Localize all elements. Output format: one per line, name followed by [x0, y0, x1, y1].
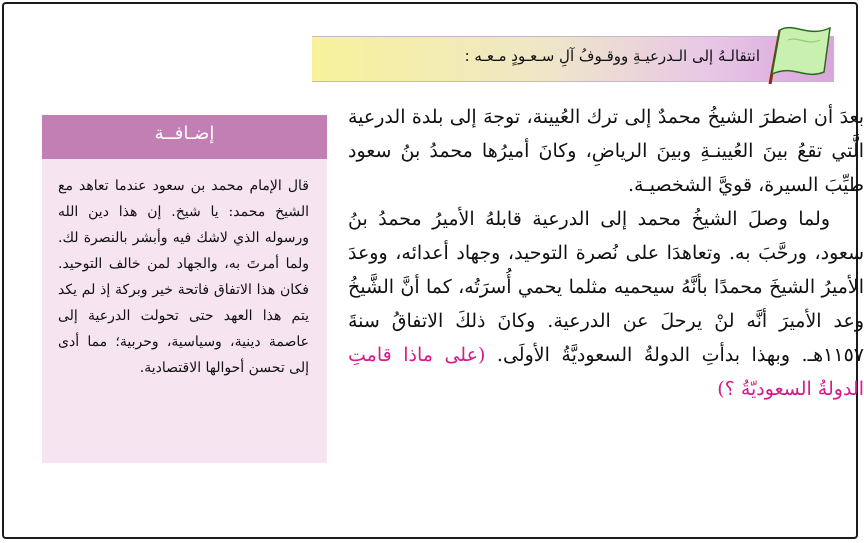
section-title: انتقالـهُ إلى الـدرعيـةِ ووقـوفُ آلِ سـعـودٍ مـعـه : [464, 47, 760, 65]
section-header-bar [312, 36, 834, 82]
page-frame [2, 2, 864, 539]
review-question: (على ماذا قامتِ الدولةُ السعوديّةُ ؟) [348, 344, 864, 400]
addition-box-header: إضـافــة [42, 115, 327, 159]
addition-box [42, 115, 327, 463]
main-text [348, 100, 864, 406]
flag-icon [764, 24, 834, 86]
main-paragraph-2: ولما وصلَ الشيخُ محمد إلى الدرعية قابلهُ الأميرُ محمدُ بنُ سعود، ورحَّبَ به. وتعاهدَا على نُصرة التوحيد، وجهاد أعدائه، ووعدَ الأميرُ الشيخَ محمدًا بأنَّهُ سيحميه مثلما يحمي أُسرَتُه، كما أنَّ الشَّيخُ وعد الأميرَ أنَّه لنْ يرحلَ عن الدرعية. وكانَ ذلكَ الاتفاقُ سنةَ ١١٥٧هـ. وبهذا بدأتِ الدولةُ السعوديَّةُ الأولَى. [348, 208, 864, 366]
addition-box-text: قال الإمام محمد بن سعود عندما تعاهد مع الشيخ محمد: يا شيخ. إن هذا دين الله ورسوله الذي لاشك فيه وأبشر بالنصرة لك. ولما أمرتَ به، والجهاد لمن خالف التوحيد. فكان هذا الاتفاق فاتحة خير وبركة إذ لم يكد يتم هذا العهد حتى تحولت الدرعية إلى عاصمة دينية، وسياسية، وحربية؛ مما أدى إلى تحسن أحوالها الاقتصادية. [58, 178, 309, 376]
main-paragraph-1: بعدَ أن اضطرَ الشيخُ محمدٌ إلى ترك العُيينة، توجهَ إلى بلدة الدرعية الَّتي تقعُ بينَ العُيينـةِ وبينَ الرياضِ، وكانَ أميرُها محمدُ بنُ سعود طيِّبَ السيرة، قويَّ الشخصيـة. [348, 106, 864, 196]
